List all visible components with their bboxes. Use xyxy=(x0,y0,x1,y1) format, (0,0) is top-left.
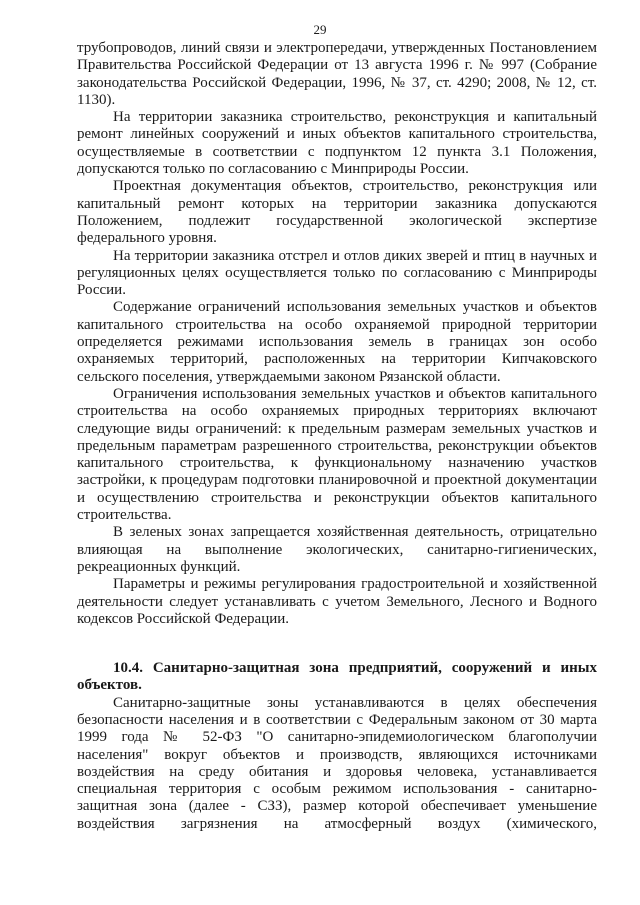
paragraph-green-zones: В зеленых зонах запрещается хозяйственная деятельность, отрицательно влияющая на выполнение экологических, санитарно-гигиенических, рекреационных функций. xyxy=(77,524,597,575)
document-body xyxy=(77,40,597,833)
page-number: 29 xyxy=(313,22,327,37)
paragraph-hunting-rules: На территории заказника отстрел и отлов диких зверей и птиц в научных и регуляционных целях осуществляется только по согласованию с Минприроды России. xyxy=(77,247,597,299)
paragraph-construction-approval: На территории заказника строительство, реконструкция и капитальный ремонт линейных сооружений и иных объектов капитального строительства, осуществляемые в соответствии с подпунктом 12 пункта 3.1 Положения, допускаются только по согласованию с Минприроды России. xyxy=(77,109,597,178)
section-heading: 10.4. Санитарно-защитная зона предприятий, сооружений и иных объектов. xyxy=(77,660,597,694)
section-paragraph: Санитарно-защитные зоны устанавливаются в целях обеспечения безопасности населения и в соответствии с Федеральным законом от 30 марта 1999 года № 52-ФЗ "О санитарно-эпидемиологическом благополучии населения" вокруг объектов и производств, являющихся источниками воздействия на среду обитания и здоровья человека, устанавливается специальная территория с особым режимом использования - санитарно-защитная зона (далее - СЗЗ), размер которой обеспечивает уменьшение воздействия загрязнения на атмосферный воздух (химического, xyxy=(77,694,597,832)
paragraph-continuation: трубопроводов, линий связи и электропередачи, утвержденных Постановлением Правительства Российской Федерации от 13 августа 1996 г. № 997 (Собрание законодательства Российской Федерации, 1996, № 37, ст. 4290; 2008, № 12, ст. 1130). xyxy=(77,40,597,108)
paragraph-restrictions-content: Содержание ограничений использования земельных участков и объектов капитального строительства на особо охраняемой природной территории определяется режимами использования земель в границах зон особо охраняемых территорий, расположенных на территории Кипчаковского сельского поселения, утверждаемыми законом Рязанской области. xyxy=(77,299,597,385)
paragraph-restrictions-types: Ограничения использования земельных участков и объектов капитального строительства на особо охраняемых природных территориях включают следующие виды ограничений: к предельным размерам земельных участков и предельным параметрам разрешенного строительства, реконструкции объектов капитального строительства, к функциональному назначению участков застройки, к процедурам подготовки планировочной и проектной документации и осуществлению строительства и реконструкции объектов капитального строительства. xyxy=(77,385,597,524)
paragraph-regulation-parameters: Параметры и режимы регулирования градостроительной и хозяйственной деятельности следует устанавливать с учетом Земельного, Лесного и Водного кодексов Российской Федерации. xyxy=(77,576,597,627)
paragraph-project-documentation: Проектная документация объектов, строительство, реконструкция или капитальный ремонт которых на территории заказника допускаются Положением, подлежит государственной экологической экспертизе федерального уровня. xyxy=(77,178,597,247)
